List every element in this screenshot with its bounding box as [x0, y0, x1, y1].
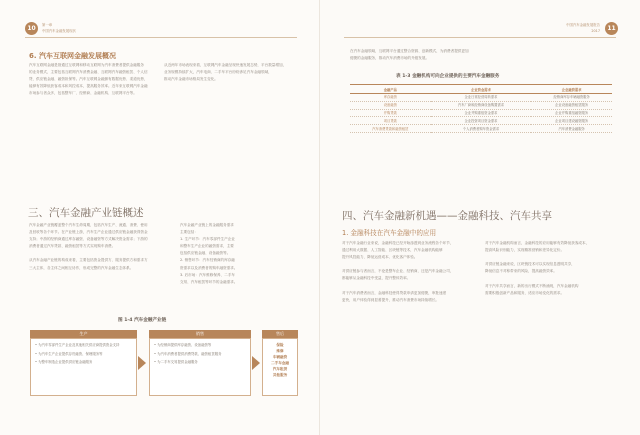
diagram-col3-items [263, 342, 297, 378]
subsection1-col-right [485, 240, 613, 297]
left-page-number: 10 [25, 22, 38, 35]
table-cell: 项目贷款 [350, 117, 431, 125]
table-cell: 经销商库存车辆融资服务 [531, 94, 612, 102]
section3-line [29, 250, 162, 257]
section3-col2-line: 交易、汽车租赁等环节的金融需求。 [180, 279, 238, 284]
section3-body [29, 222, 162, 272]
section3-col2-line: 3. 后市场：汽车维修保养、二手车 [180, 272, 235, 277]
section6-line: 的业务模式，主要包括互联网汽车消费金融、互联网汽车融资租赁、个人信 [29, 70, 148, 75]
table-cell: 企业并购重组资金需求 [431, 109, 532, 117]
table-cell: 企业并购重组融资服务 [531, 109, 612, 117]
diagram-bullet-item: • 为汽车零部件生产企业及其他相关供应商提供资金支持 [35, 343, 120, 347]
diagram-arrow-1 [138, 356, 146, 370]
services-table [350, 84, 612, 133]
col-right-line: 需要积极创新产品和服务，适应市场变化的需求。 [485, 290, 565, 295]
section6-line: 市场参与者众多，包括整车厂、经销商、金融机构、互联网平台等。 [29, 91, 137, 96]
diagram-col3-item: 二手车金融 [271, 361, 289, 365]
diagram-col2-items [154, 342, 247, 368]
col-right-line [485, 254, 613, 261]
section3-col2-line: 2. 销售环节：汽车经销商的库存融 [180, 258, 235, 263]
subsection1-title: 1. 金融科技在汽车金融中的应用 [342, 229, 437, 237]
section3-line: 汽车金融产业链覆盖整个汽车生命周期，包括汽车生产、流通、消费、使用 [29, 223, 148, 227]
right-page [320, 0, 640, 435]
diagram-col3-box [262, 338, 298, 396]
section6-body-col2 [164, 62, 294, 83]
section4-title: 四、汽车金融新机遇——金融科技、汽车共享 [342, 210, 552, 222]
section3-line: 支持；中游的经销商通过库存融资、设备融资等方式解决资金需求；下游的 [29, 237, 148, 242]
table-cell: 企业设备融资租赁服务 [531, 101, 612, 109]
diagram-col3-item: 维修 [276, 349, 284, 353]
section6-body [29, 62, 159, 97]
table-cell: 库存融资 [350, 94, 431, 102]
section3-title: 三、汽车金融产业链概述 [28, 207, 144, 219]
diagram-col3-item: 其他服务 [272, 373, 288, 377]
section6-line: 汽车互联网金融是指通过互联网和移动互联网为汽车消费者提供金融服务 [29, 63, 144, 67]
diagram-col3-title: 售后 [262, 330, 298, 338]
section3-col2-line: 1. 生产环节：汽车零部件生产企业 [180, 237, 235, 242]
left-header-line2: 中国汽车金融发展现状 [42, 29, 76, 33]
figure-caption: 图 1-4 汽车金融产业链 [118, 318, 167, 323]
table-cell: 设备融资 [350, 101, 431, 109]
section6-line: 贷、供应链金融、融资担保等。汽车互联网金融拥有数据优势、渠道优势， [29, 77, 148, 82]
section3-line: 从汽车金融产业链的构成来看，主要包括资金提供方、服务提供方和需求方 [29, 258, 148, 263]
table-row [350, 94, 612, 102]
section3-line: 及回收等各个环节。在产业链上游，汽车生产企业通过供应链金融获得资金 [29, 230, 148, 235]
diagram-col1-box [30, 338, 137, 396]
subsection1-col-left [342, 240, 470, 304]
section3-line: 消费者通过汽车贷款、融资租赁等方式实现购车消费。 [29, 244, 116, 249]
col-right-line [485, 275, 613, 282]
table-row [350, 101, 612, 109]
diagram-col2-title: 销售 [149, 330, 251, 338]
table-cell: 企业日常经营周转需求 [431, 94, 532, 102]
table-cell: 个人消费者购车资金需求 [431, 125, 532, 133]
right-header-line1: 中国汽车金融发展报告 [566, 23, 600, 27]
section6-col2-line: 从近两年市场表现来看，互联网汽车金融呈现快速发展态势，平台数量增加， [164, 63, 287, 67]
diagram-bullet-item: • 为汽车生产企业提供存货融资、保理服务等 [35, 351, 103, 356]
table-header-cell: 金融产品 [350, 85, 431, 94]
table-header-row [350, 85, 612, 94]
section6-col2-line: 推动汽车金融市场格局发生变化。 [164, 77, 218, 82]
table-cell: 并购贷款 [350, 109, 431, 117]
right-intro-line: 便捷的金融服务，推动汽车消费市场的升级发展。 [350, 56, 430, 61]
diagram-col3-item: 汽车租赁 [272, 367, 288, 371]
right-intro-body [350, 48, 612, 62]
diagram-col3-item: 车辆融资 [272, 355, 288, 359]
section3-line: 三大主体，各主体之间相互协作，形成完整的汽车金融生态体系。 [29, 265, 134, 270]
right-header-line2: 2017 [591, 29, 600, 33]
section3-col2-line: 主要包括： [180, 230, 198, 235]
table-cell: 企业投资项目资金需求 [431, 117, 532, 125]
section6-line: 能够有效降低获客成本和风控成本，提高服务效率。近年来互联网汽车金融 [29, 84, 148, 89]
diagram-col1-items [35, 342, 133, 368]
table-row [350, 125, 612, 133]
table-cell: 汽车消费贷款和融资租赁 [350, 125, 431, 133]
col-left-line: 对于汽车金融行业来说，金融科技已经开始渗透到业务流程各个环节， [342, 241, 454, 245]
right-page-number: 11 [605, 22, 618, 35]
table-header-cell: 企业资金需求 [431, 85, 532, 94]
table-caption: 表 1-3 金融机构可向企业提供的主要汽车金融服务 [396, 74, 500, 79]
col-left-line: 更快，用户体验得到显著提升，推动汽车消费市场持续增长。 [342, 297, 440, 302]
table-row [350, 117, 612, 125]
col-right-line: 对供应链金融来说，区块链技术可以实现信息透明共享， [485, 262, 575, 267]
diagram-bullet-item: • 为整车制造企业提供供应链金融服务 [35, 360, 93, 365]
col-left-line: 通过利用大数据、人工智能、区块链等技术，汽车金融机构能够 [342, 248, 443, 253]
diagram-col2-box [149, 338, 251, 396]
col-left-line [342, 283, 470, 290]
col-left-line: 对于汽车消费者而言，金融科技使得贷款申请更加便捷，审批速度 [342, 290, 447, 295]
col-right-line: 提高风险识别能力，实现精准营销和差异化定价。 [485, 248, 565, 253]
col-right-line: 降低信息不对称带来的风险，提高融资效率。 [485, 269, 557, 274]
left-header-rule [25, 37, 297, 38]
right-header-rule [344, 37, 616, 38]
section3-col2-line: 包括供应链金融、设备融资等。 [180, 251, 231, 256]
section3-col2-line: 汽车金融产业链上的金融服务需求 [180, 223, 234, 227]
col-right-line: 对于汽车金融机构而言，金融科技的应用能够有效降低获客成本， [485, 241, 590, 245]
section6-title: 6. 汽车互联网金融发展概况 [29, 52, 116, 60]
table-cell: 企业项目建设融资服务 [531, 117, 612, 125]
col-left-line: 对供应链参与者而言，不论是整车企业、经销商，还是汽车金融公司， [342, 269, 454, 274]
right-intro-line: 在汽车金融领域，互联网平台通过整合资源、创新模式，为消费者提供更加 [350, 49, 469, 53]
table-header-cell: 企业融资需求 [531, 85, 612, 94]
col-left-line: 提升风控能力、降低运营成本、优化客户体验。 [342, 255, 418, 260]
col-right-line: 对于汽车共享而言，新的出行模式不断涌现，汽车金融机构 [485, 283, 579, 288]
section6-col2-line: 业务规模持续扩大，汽车电商、二手车平台纷纷涉足汽车金融领域， [164, 70, 272, 75]
diagram-col1-title: 生产 [30, 330, 137, 338]
col-left-line: 都能够从金融科技中受益，提升整体效率。 [342, 276, 411, 281]
diagram-col3-item: 保险 [276, 343, 284, 347]
left-header-line1: 第一章 [42, 23, 53, 27]
diagram-arrow-2 [252, 356, 260, 370]
diagram-bullet-item: • 为二手车交易提供金融服务 [154, 360, 198, 365]
section3-body-col2 [180, 222, 295, 286]
table-cell: 汽车厂商和经销商设备购置需求 [431, 101, 532, 109]
table-row [350, 109, 612, 117]
diagram-bullet-item: • 为汽车消费者提供消费贷款、融资租赁服务 [154, 351, 222, 356]
table-cell: 汽车消费金融服务 [531, 125, 612, 133]
section3-col2-line: 资需求以及消费者的购车融资需求。 [180, 265, 238, 270]
diagram-bullet-item: • 为经销商提供库存融资、设备融资等 [154, 343, 212, 347]
col-left-line [342, 261, 470, 268]
section3-col2-line: 和整车生产企业的融资需求，主要 [180, 244, 234, 249]
